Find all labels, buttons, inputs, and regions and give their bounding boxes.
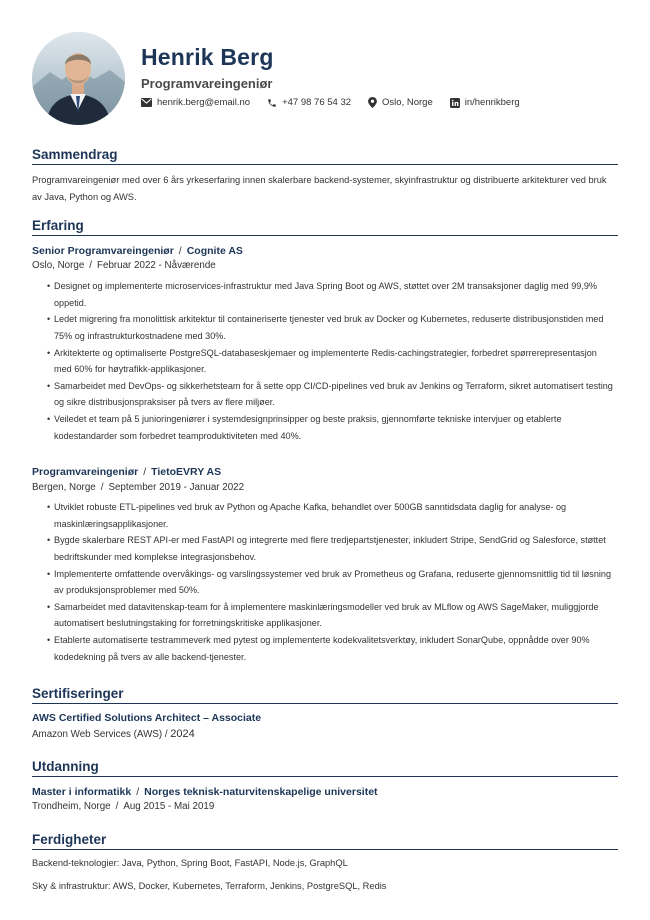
avatar: [32, 32, 125, 125]
job-location: Bergen, Norge: [32, 482, 96, 493]
section-heading-experience: Erfaring: [32, 218, 618, 236]
job-header: Programvareingeniør / TietoEVRY AS: [32, 466, 222, 478]
candidate-name: Henrik Berg: [141, 44, 274, 70]
phone-text: +47 98 76 54 32: [282, 97, 352, 108]
job-meta: Bergen, Norge / September 2019 - Januar 2022: [32, 482, 245, 493]
section-heading-education: Utdanning: [32, 759, 618, 777]
phone-icon: [267, 98, 277, 108]
contact-email[interactable]: [141, 97, 250, 108]
job-bullet: • Implementerte omfattende overvåkings- og varslingssystemer ved bruk av Prometheus og Grafana, reduserte gjennomsnittlig tid til løsning av produksjonsproblemer med 50%.: [47, 566, 617, 599]
job-period: September 2019 - Januar 2022: [108, 482, 245, 493]
job-bullets: [47, 278, 617, 444]
job-bullet: • Samarbeidet med datavitenskap-team for å implementere maskinlæringsmodeller ved bruk av MLflow og AWS SageMaker, muliggjorde automatisert beslutningstaking for forretningskritiske applikasjoner.: [47, 599, 617, 632]
skills-line: Backend-teknologier: Java, Python, Spring Boot, FastAPI, Node.js, GraphQL: [32, 858, 348, 868]
job-header: Senior Programvareingeniør / Cognite AS: [32, 245, 243, 257]
section-heading-summary: Sammendrag: [32, 147, 618, 165]
email-icon: [141, 98, 152, 107]
contact-linkedin[interactable]: [450, 97, 520, 108]
linkedin-icon: [450, 98, 460, 108]
job-bullets: [47, 499, 617, 665]
job-bullet: • Veiledet et team på 5 junioringeniører i systemdesignprinsipper og beste praksis, gjennomførte tekniske intervjuer og etablerte kodestandarder som forbedret teamproduktiviteten med 40%.: [47, 411, 617, 444]
certification-issuer: Amazon Web Services (AWS): [32, 729, 163, 740]
job-bullet: • Ledet migrering fra monolittisk arkitektur til containeriserte tjenester ved bruk av Docker og Kubernetes, reduserte distribusjonstiden med 75% og infrastrukturkostnadene med 30%.: [47, 311, 617, 344]
section-heading-skills: Ferdigheter: [32, 832, 618, 850]
skills-line: Sky & infrastruktur: AWS, Docker, Kubernetes, Terraform, Jenkins, PostgreSQL, Redis: [32, 881, 387, 891]
job-role: Senior Programvareingeniør: [32, 245, 174, 257]
section-heading-certifications: Sertifiseringer: [32, 686, 618, 704]
job-meta: Oslo, Norge / Februar 2022 - Nåværende: [32, 260, 216, 271]
job-bullet: • Etablerte automatiserte testrammeverk med pytest og implementerte kodekvalitetsverktøy, inkludert SonarQube, oppnådde over 90% kodedekning på tvers av alle backend-tjenester.: [47, 632, 617, 665]
education-meta: Trondheim, Norge / Aug 2015 - Mai 2019: [32, 801, 215, 812]
job-bullet: • Bygde skalerbare REST API-er med FastAPI og integrerte med flere tredjepartstjenester, inkludert Stripe, SendGrid og Salesforce, støttet bedriftskunder med komplekse integrasjonsbehov.: [47, 532, 617, 565]
job-location: Oslo, Norge: [32, 260, 85, 271]
job-bullet: • Arkitekterte og optimaliserte PostgreSQL-databaseskjemaer og implementerte Redis-cachingstrategier, forbedret spørrerepresentasjon med 60% for høytrafikk-applikasjoner.: [47, 345, 617, 378]
linkedin-text: in/henrikberg: [464, 97, 520, 108]
job-period: Februar 2022 - Nåværende: [97, 260, 216, 271]
contact-phone[interactable]: [267, 97, 351, 108]
location-icon: [368, 97, 377, 108]
job-bullet: • Samarbeidet med DevOps- og sikkerhetsteam for å sette opp CI/CD-pipelines ved bruk av Jenkins og Terraform, sikret automatisert testing og sikre distribusjonspraksiser på tvers av flere miljøer.: [47, 378, 617, 411]
summary-text: Programvareingeniør med over 6 års yrkeserfaring innen skalerbare backend-systemer, skyinfrastruktur og distribuerte arkitekturer ved bruk av Java, Python og AWS.: [32, 175, 607, 202]
location-text: Oslo, Norge: [382, 97, 433, 108]
certification-name: AWS Certified Solutions Architect – Associate: [32, 712, 262, 724]
job-bullet: • Designet og implementerte microservices-infrastruktur med Java Spring Boot og AWS, støttet over 2M transaksjoner daglig med 99,9% oppetid.: [47, 278, 617, 311]
education-location: Trondheim, Norge: [32, 801, 111, 812]
job-company: Cognite AS: [186, 245, 243, 257]
contact-location: [368, 97, 433, 108]
email-text: henrik.berg@email.no: [157, 97, 251, 108]
education-header: Master i informatikk / Norges teknisk-naturvitenskapelige universitet: [32, 786, 378, 798]
candidate-title: Programvareingeniør: [141, 76, 273, 91]
certification-year: 2024: [170, 728, 195, 740]
job-role: Programvareingeniør: [32, 466, 139, 478]
job-bullet: • Utviklet robuste ETL-pipelines ved bruk av Python og Apache Kafka, behandlet over 500GB sanntidsdata daglig for analyse- og maskinlæringsapplikasjoner.: [47, 499, 617, 532]
job-company: TietoEVRY AS: [151, 466, 222, 478]
contact-row: [141, 97, 537, 108]
education-period: Aug 2015 - Mai 2019: [123, 801, 215, 812]
certification-meta: Amazon Web Services (AWS) / 2024: [32, 728, 195, 740]
education-school: Norges teknisk-naturvitenskapelige universitet: [144, 786, 378, 798]
education-degree: Master i informatikk: [32, 786, 132, 798]
